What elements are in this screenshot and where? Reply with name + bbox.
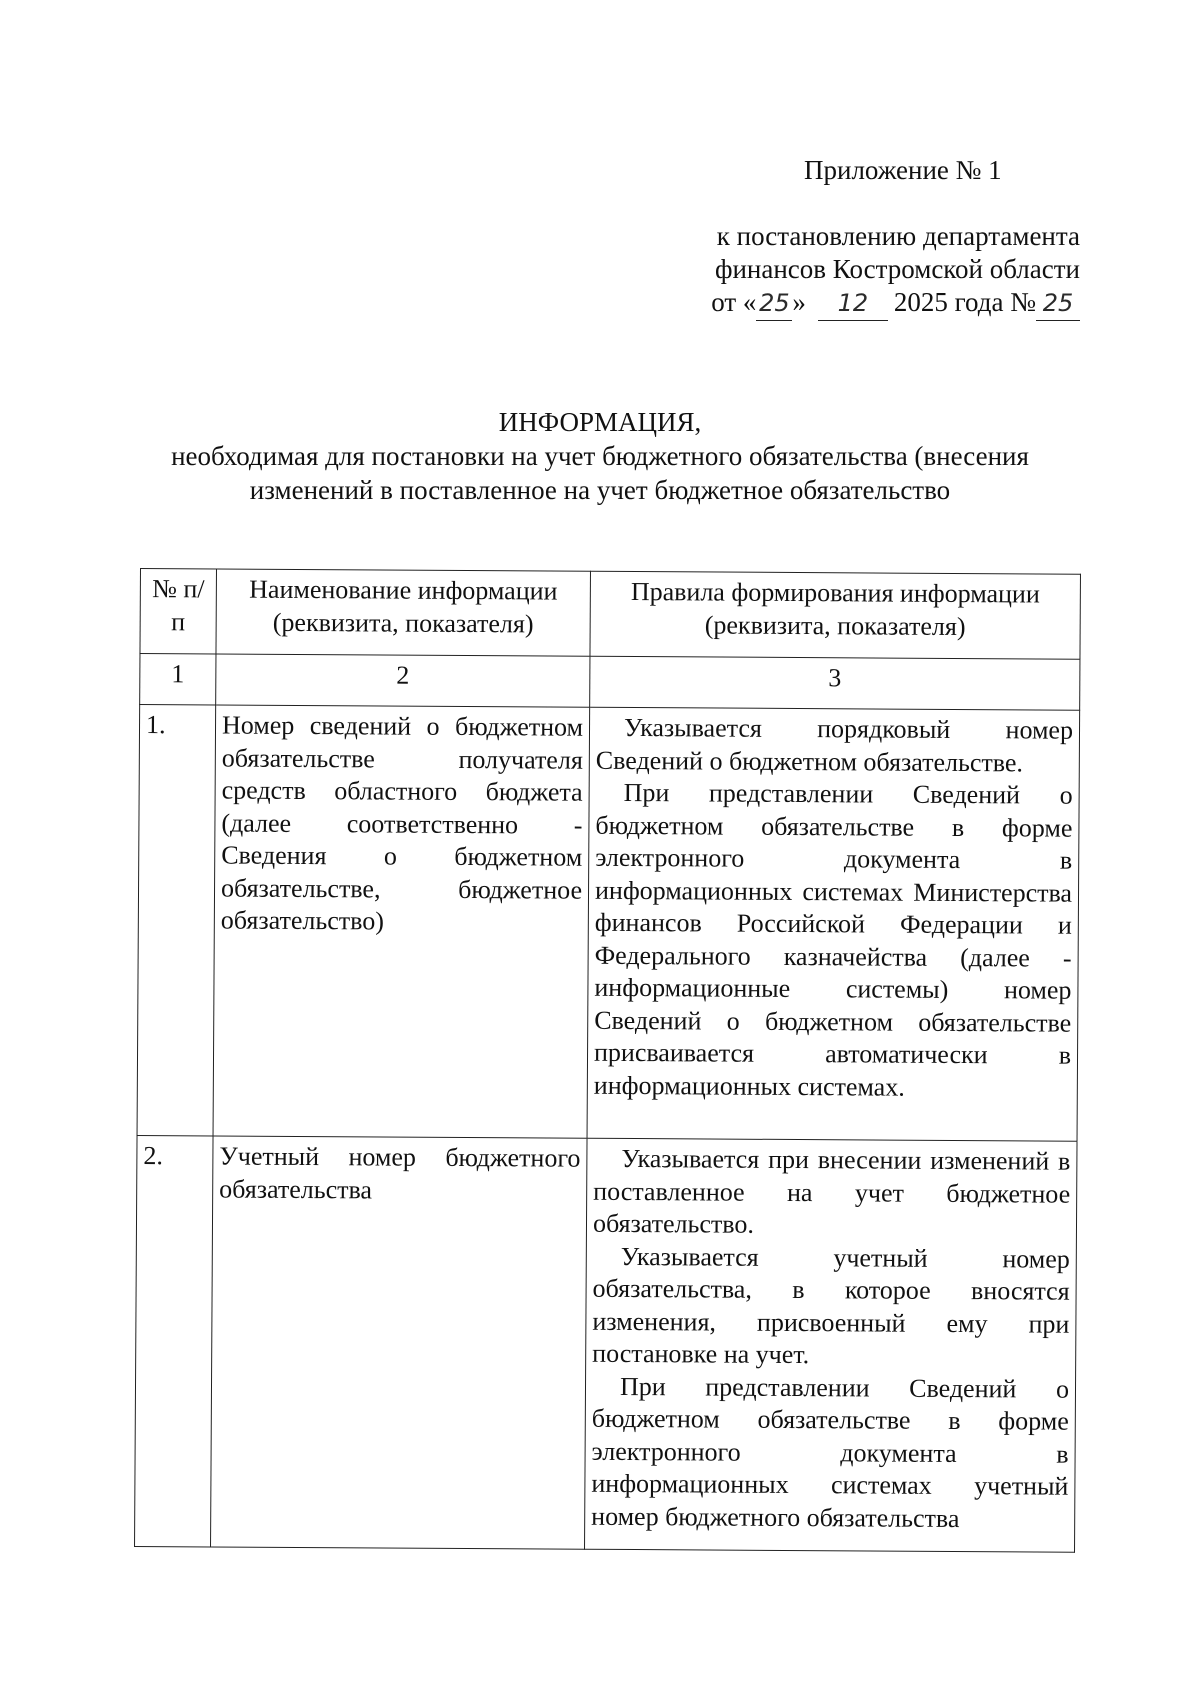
decree-line-1: к постановлению департамента bbox=[716, 221, 1080, 251]
header-col-rules: Правила формирования информации (реквизита, показателя) bbox=[590, 571, 1081, 659]
row-name: Номер сведений о бюджетном обязательстве получателя средств областного бюджета (далее соответственно - Сведения о бюджетном обязательстве, бюджетное обязательство) bbox=[213, 705, 590, 1138]
row-rules bbox=[585, 1138, 1078, 1552]
rule-paragraph: Указывается учетный номер обязательства, в которое вносятся изменения, присвоенный ему при постановке на учет. bbox=[592, 1241, 1070, 1370]
info-table bbox=[134, 568, 1081, 1553]
column-number: 1 bbox=[140, 654, 216, 705]
rule-paragraph: Указывается при внесении изменений в поставленное на учет бюджетное обязательство. bbox=[592, 1143, 1071, 1239]
title-main: ИНФОРМАЦИЯ, bbox=[498, 407, 702, 437]
title-line-2: необходимая для постановки на учет бюджетного обязательства (внесения bbox=[171, 441, 1029, 471]
rule-paragraph: Указывается порядковый номер Сведений о бюджетном обязательстве. bbox=[595, 712, 1074, 777]
column-number: 2 bbox=[216, 654, 590, 707]
decree-line-2: финансов Костромской области bbox=[714, 254, 1080, 284]
date-prefix: от « bbox=[711, 287, 757, 317]
handwritten-decree-number: 25 bbox=[1036, 287, 1080, 321]
annex-label: Приложение № 1 bbox=[804, 155, 1002, 185]
title-line-3: изменений в поставленное на учет бюджетное обязательство bbox=[249, 475, 951, 505]
column-number-row bbox=[140, 654, 1080, 711]
rule-paragraph: При представлении Сведений о бюджетном обязательстве в форме электронного документа в информационных системах Министерства финансов Российской Федерации и Федерального казначейства (далее - информационные системы) номер Сведений о бюджетном обязательстве присваивается автоматически в информационных системах. bbox=[593, 777, 1073, 1102]
handwritten-month: 12 bbox=[818, 287, 888, 321]
header-col-name: Наименование информации (реквизита, показателя) bbox=[216, 569, 591, 656]
document-title bbox=[130, 405, 1070, 507]
header-col-number: № п/п bbox=[140, 569, 217, 654]
row-number: 2. bbox=[135, 1135, 214, 1546]
table-row bbox=[137, 705, 1080, 1142]
table-header-row bbox=[140, 569, 1081, 660]
row-number: 1. bbox=[137, 705, 216, 1136]
handwritten-day: 25 bbox=[756, 287, 792, 321]
rule-paragraph: При представлении Сведений о бюджетном обязательстве в форме электронного документа в информационных системах учетный номер бюджетного обязательства bbox=[591, 1371, 1070, 1533]
decree-reference bbox=[680, 220, 1080, 321]
date-year: 2025 года № bbox=[893, 287, 1036, 317]
column-number: 3 bbox=[590, 656, 1080, 710]
row-rules bbox=[587, 707, 1080, 1141]
decree-date-line bbox=[680, 286, 1080, 321]
date-mid: » bbox=[792, 287, 806, 317]
table-row bbox=[135, 1135, 1077, 1552]
row-name: Учетный номер бюджетного обязательства bbox=[211, 1136, 588, 1549]
